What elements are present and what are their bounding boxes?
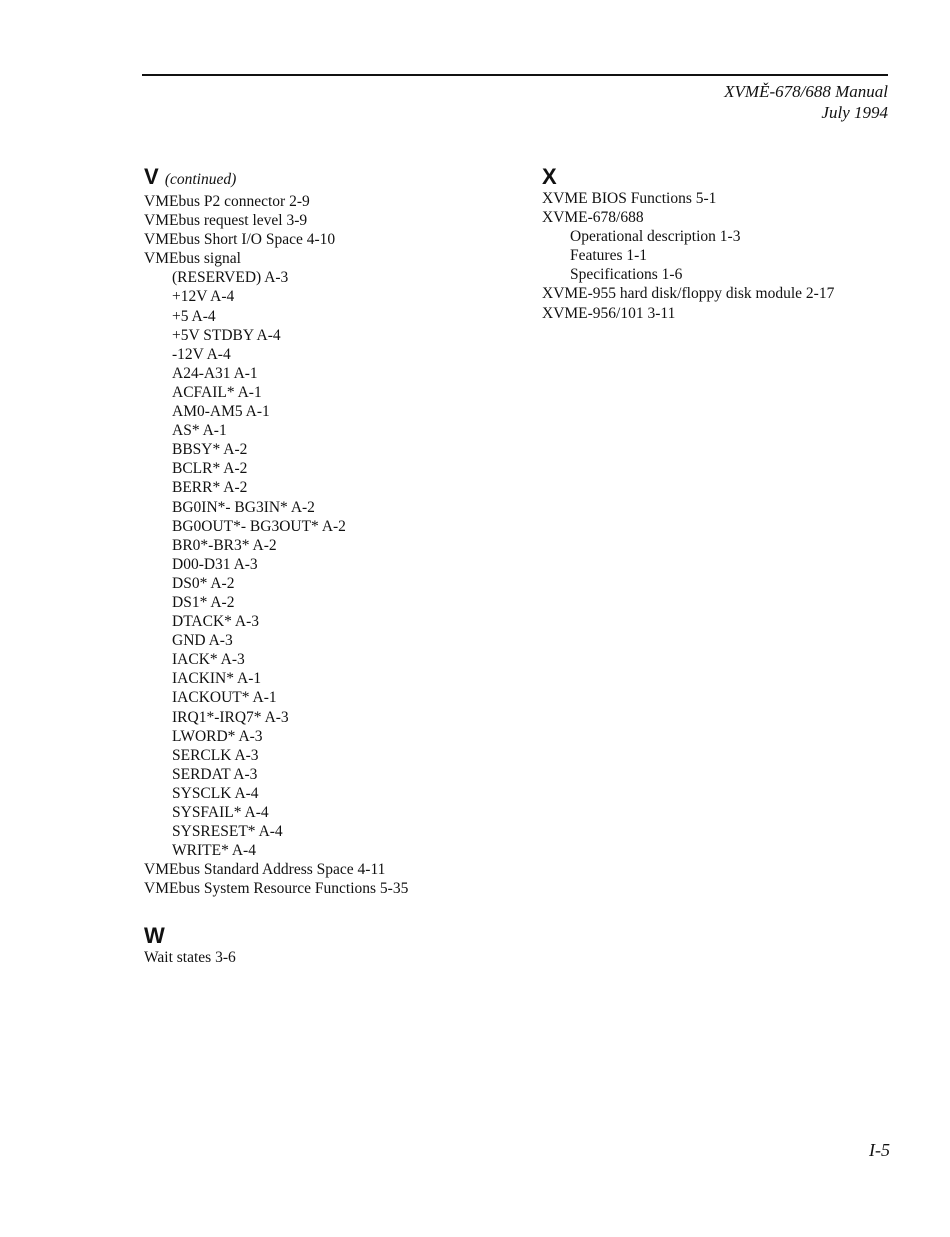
index-column-right <box>542 165 922 323</box>
index-subentry: LWORD* A-3 <box>172 727 263 745</box>
index-subentry: +5 A-4 <box>172 307 216 325</box>
index-entry: XVME-678/688 <box>542 209 644 227</box>
index-entry: VMEbus System Resource Functions 5-35 <box>144 880 409 898</box>
index-subentry: Features 1-1 <box>570 247 648 265</box>
section-letter-v <box>144 165 524 192</box>
index-subentry: DS0* A-2 <box>172 574 235 592</box>
index-subentry: ACFAIL* A-1 <box>172 383 262 401</box>
index-subentry: SERDAT A-3 <box>172 765 258 783</box>
index-subentry: (RESERVED) A-3 <box>172 269 289 287</box>
index-subentry: BBSY* A-2 <box>172 441 248 459</box>
index-subentry: DTACK* A-3 <box>172 613 260 631</box>
section-letter-x: X <box>542 164 557 189</box>
header-rule <box>142 74 888 76</box>
index-subentry: IACK* A-3 <box>172 651 245 669</box>
index-subentry: SYSFAIL* A-4 <box>172 804 269 821</box>
index-subentry: D00-D31 A-3 <box>172 555 258 573</box>
index-subentry: GND A-3 <box>172 632 233 650</box>
running-header <box>724 81 888 123</box>
index-subentry: IRQ1*-IRQ7* A-3 <box>172 708 289 726</box>
index-subentry: Specifications 1-6 <box>570 266 683 284</box>
page-number: I-5 <box>869 1140 890 1160</box>
index-subentry: BR0*-BR3* A-2 <box>172 536 277 554</box>
index-subentry: SERCLK A-3 <box>172 746 259 764</box>
index-entry: VMEbus signal <box>144 250 241 268</box>
index-subentry: BCLR* A-2 <box>172 460 248 478</box>
manual-title: XVMĚ-678/688 Manual <box>724 82 888 101</box>
index-entry: VMEbus Standard Address Space 4-11 <box>144 861 386 879</box>
index-entry: VMEbus Short I/O Space 4-10 <box>144 231 336 249</box>
index-entry: XVME-955 hard disk/floppy disk module 2-17 <box>542 285 835 303</box>
index-entry: XVME-956/101 3-11 <box>542 304 676 322</box>
index-entry: VMEbus P2 connector 2-9 <box>144 193 310 210</box>
index-group-x <box>542 189 922 323</box>
index-subentry: AS* A-1 <box>172 422 227 440</box>
index-column-left <box>144 165 524 968</box>
index-subentry: +12V A-4 <box>172 288 235 306</box>
index-subentry: BG0IN*- BG3IN* A-2 <box>172 498 315 516</box>
letter-v: V <box>144 164 159 189</box>
index-subentry: SYSRESET* A-4 <box>172 823 283 841</box>
index-subentry: IACKIN* A-1 <box>172 670 262 688</box>
index-subentry: AM0-AM5 A-1 <box>172 403 270 421</box>
index-subentry: IACKOUT* A-1 <box>172 689 277 707</box>
index-subentry: SYSCLK A-4 <box>172 784 259 802</box>
index-group-v-tail <box>144 860 524 898</box>
index-entry: XVME BIOS Functions 5-1 <box>542 190 717 207</box>
index-group-v <box>144 192 524 268</box>
index-subentry: A24-A31 A-1 <box>172 364 258 382</box>
section-letter-w: W <box>144 923 165 949</box>
index-subentry: +5V STDBY A-4 <box>172 326 281 344</box>
index-subentry: -12V A-4 <box>172 345 231 363</box>
manual-date: July 1994 <box>821 103 888 122</box>
index-entry: VMEbus request level 3-9 <box>144 212 308 230</box>
index-entry: Wait states 3-6 <box>144 949 236 967</box>
continued-label: (continued) <box>164 171 237 188</box>
index-subentry: Operational description 1-3 <box>570 228 741 246</box>
index-group-w <box>144 948 524 967</box>
index-subentry: WRITE* A-4 <box>172 842 256 860</box>
index-subentries-vmebus-signal <box>144 268 524 860</box>
index-subentry: BG0OUT*- BG3OUT* A-2 <box>172 517 346 535</box>
index-subentry: DS1* A-2 <box>172 593 235 611</box>
index-subentry: BERR* A-2 <box>172 479 248 497</box>
